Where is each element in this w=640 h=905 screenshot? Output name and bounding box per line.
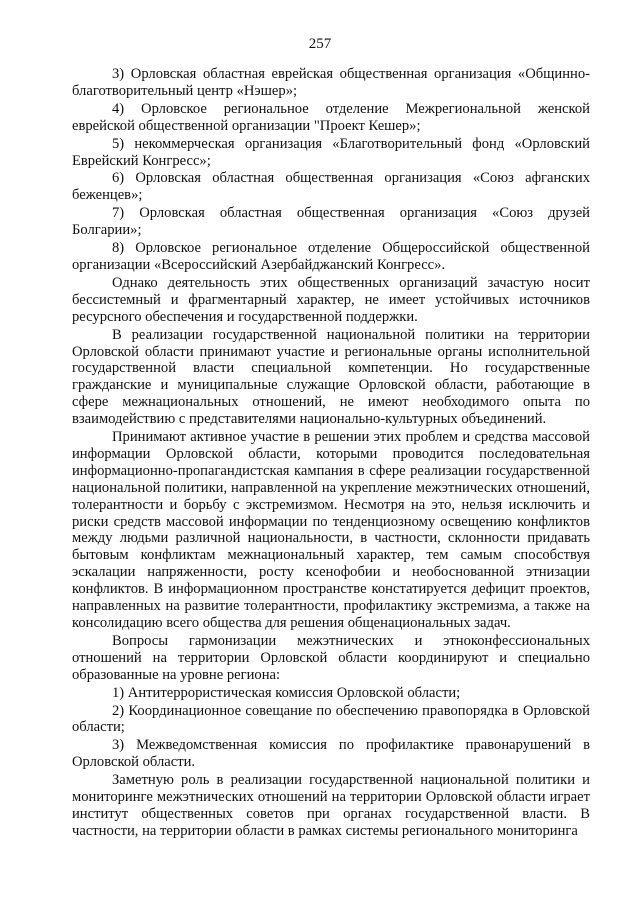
document-body <box>72 66 590 841</box>
paragraph-body-2: 2) Координационное совещание по обеспечению правопорядка в Орловской области; <box>72 702 590 736</box>
paragraph-list-item-4: 4) Орловское региональное отделение Межрегиональной женской еврейской общественной организации "Проект Кешер»; <box>72 100 590 134</box>
paragraph-list-item-5: 5) некоммерческая организация «Благотворительный фонд «Орловский Еврейский Конгресс»; <box>72 135 590 169</box>
paragraph-body-1: 1) Антитеррористическая комиссия Орловской области; <box>112 684 461 701</box>
page-number: 257 <box>308 36 332 52</box>
paragraph-organizations-assessment: Однако деятельность этих общественных организаций зачастую носит бессистемный и фрагментарный характер, не имеет устойчивых источников ресурсного обеспечения и государственной поддержки. <box>72 274 590 325</box>
paragraph-list-item-6: 6) Орловская областная общественная организация «Союз афганских беженцев»; <box>72 170 590 204</box>
paragraph-body-3: 3) Межведомственная комиссия по профилактике правонарушений в Орловской области. <box>72 737 590 771</box>
paragraph-list-item-8: 8) Орловское региональное отделение Общероссийской общественной организации «Всероссийский Азербайджанский Конгресс». <box>72 240 590 273</box>
paragraph-regional-authorities: В реализации государственной национальной политики на территории Орловской области принимают участие и региональные органы исполнительной государственной власти специальной компетенции. Но государственные гражданские и муниципальные служащие Орловской области, работающие в сфере межнациональных отношений, не имеют необходимого опыта по взаимодействию с представителями национально-культурных объединений. <box>72 326 590 428</box>
paragraph-mass-media: Принимают активное участие в решении этих проблем и средства массовой информации Орловской области, которыми проводится последовательная информационно-пропагандистская кампания в сфере реализации государственной национальной политики, направленной на укрепление межэтнических отношений, толерантности и борьбу с экстремизмом. Несмотря на это, нельзя исключить и риски средств массовой информации по тенденциозному освещению конфликтов между людьми различной национальности, в частности, склонности придавать бытовым конфликтам межнациональный характер, тем самым способствуя эскалации напряженности, росту ксенофобии и необоснованной этнизации конфликтов. В информационном пространстве констатируется дефицит проектов, направленных на развитие толерантности, профилактику экстремизма, а также на консолидацию всего общества для решения общенациональных задач. <box>72 429 590 631</box>
paragraph-list-item-3: 3) Орловская областная еврейская общественная организация «Общинно-благотворительный центр «Нэшер»; <box>72 66 590 99</box>
paragraph-public-councils: Заметную роль в реализации государственной национальной политики и мониторинге межэтнических отношений на территории Орловской области играет институт общественных советов при органах государственной власти. В частности, на территории области в рамках системы регионального мониторинга <box>72 772 590 839</box>
paragraph-list-item-7: 7) Орловская областная общественная организация «Союз друзей Болгарии»; <box>72 205 590 239</box>
paragraph-coordination-intro: Вопросы гармонизации межэтнических и этноконфессиональных отношений на территории Орловской области координируют и специально образованные на уровне региона: <box>72 632 590 683</box>
